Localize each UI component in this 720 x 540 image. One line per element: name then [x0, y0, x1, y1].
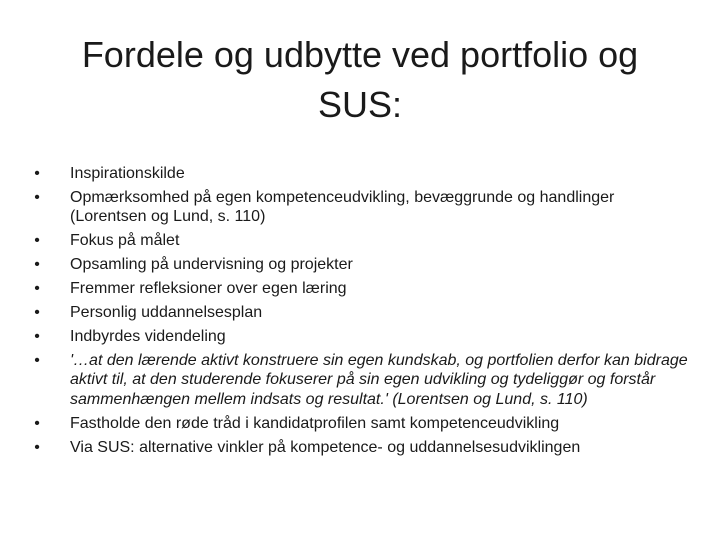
- bullet-icon: •: [34, 189, 40, 206]
- bullet-text: Opmærksomhed på egen kompetenceudvikling, bevæggrunde og handlinger (Lorentsen og Lund, s. 110): [70, 189, 615, 226]
- bullet-text: Fokus på målet: [70, 232, 180, 250]
- bullet-text: '…at den lærende aktivt konstruere sin egen kundskab, og portfolien derfor kan bidrage aktivt til, at den studerende fokuserer på sin egen udvikling og tydeliggør og forstår sammenhængen mellem indsats og resultat.' (Lorentsen og Lund, s. 110): [70, 352, 688, 408]
- bullet-text: Inspirationskilde: [70, 165, 185, 182]
- bullet-text: Fremmer refleksioner over egen læring: [70, 280, 347, 298]
- bullet-icon: •: [34, 304, 40, 322]
- bullet-text: Via SUS: alternative vinkler på kompetence- og uddannelsesudviklingen: [70, 438, 581, 456]
- bullet-text: Personlig uddannelsesplan: [70, 304, 263, 322]
- bullet-icon: •: [34, 280, 40, 298]
- bullet-icon: •: [34, 232, 40, 250]
- bullet-item-quote: [30, 351, 690, 409]
- bullet-text: Indbyrdes videndeling: [70, 328, 226, 346]
- bullet-item: [30, 327, 690, 346]
- bullet-icon: •: [34, 256, 40, 274]
- bullet-icon: •: [34, 414, 40, 432]
- bullet-item: [30, 164, 690, 183]
- bullet-text: Opsamling på undervisning og projekter: [70, 256, 353, 274]
- bullet-text: Fastholde den røde tråd i kandidatprofilen samt kompetenceudvikling: [70, 414, 560, 432]
- bullet-item: [30, 255, 690, 274]
- bullet-item: [30, 279, 690, 298]
- bullet-item: [30, 188, 690, 226]
- slide-title: Fordele og udbytte ved portfolio og SUS:: [81, 34, 639, 125]
- bullet-item: [30, 231, 690, 250]
- bullet-icon: •: [34, 328, 40, 346]
- bullet-item: [30, 414, 690, 433]
- bullet-icon: •: [34, 165, 40, 182]
- bullet-item: [30, 438, 690, 457]
- bullet-icon: •: [34, 438, 40, 456]
- bullet-item: [30, 303, 690, 322]
- bullet-list: [30, 164, 690, 462]
- bullet-icon: •: [34, 352, 40, 370]
